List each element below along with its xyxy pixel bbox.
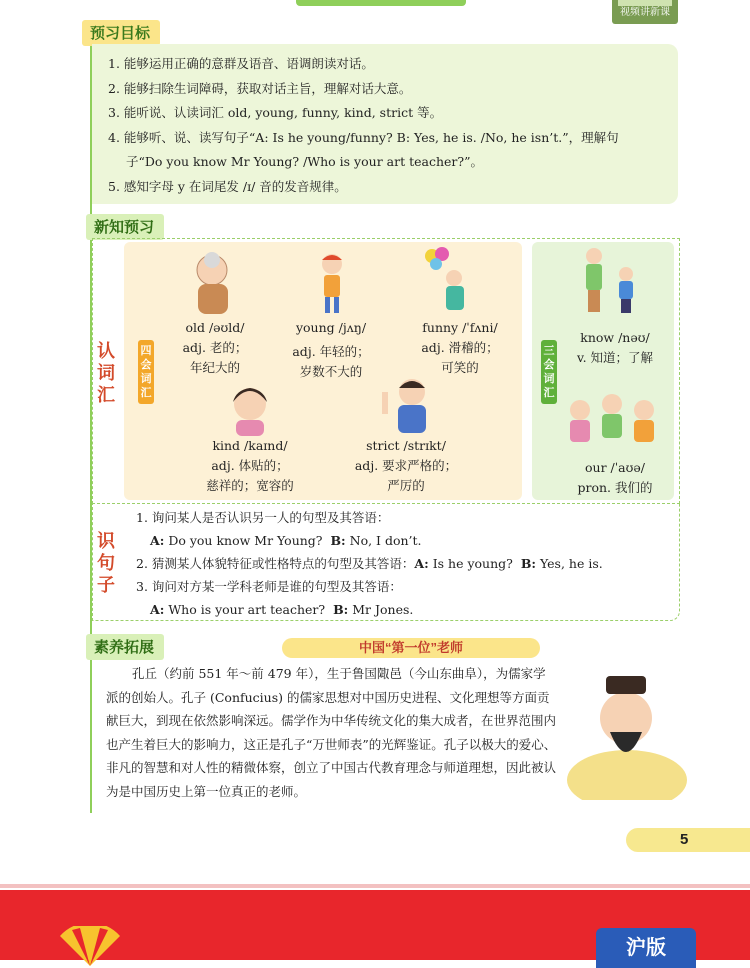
sentence-list — [136, 506, 672, 621]
sentence-question: 1. 询问某人是否认识另一人的句型及其答语： — [136, 510, 390, 525]
tag-char: 汇 — [543, 387, 555, 399]
culture-header: 素养拓展 — [86, 634, 164, 660]
speaker-b: B: — [520, 556, 536, 571]
word-phonetic: our /ˈaʊə/ — [585, 460, 645, 475]
tag-char: 会 — [140, 359, 152, 371]
goals-header: 预习目标 — [82, 20, 160, 46]
goal-item: 1. 能够运用正确的意群及语音、语调朗读对话。 — [108, 56, 374, 71]
confucius-illustration — [562, 660, 692, 800]
dialogue-a: Do you know Mr Young? — [168, 533, 323, 548]
word-phonetic: young /jʌŋ/ — [295, 320, 367, 335]
sentence-question: 3. 询问对方某一学科老师是谁的句型及其答语： — [136, 579, 402, 594]
goal-item: 子“Do you know Mr Young? /Who is your art teacher?”。 — [126, 154, 483, 169]
word-strict — [346, 436, 466, 496]
sentence-label-char: 识 — [97, 531, 115, 551]
old-woman-illustration — [186, 250, 240, 316]
vocab-label-char: 汇 — [97, 385, 115, 405]
speaker-a: A: — [150, 533, 165, 548]
sentence-dialogue — [136, 529, 672, 552]
culture-title: 中国“第一位”老师 — [282, 638, 540, 658]
word-kind — [190, 436, 310, 496]
dialogue-b: No, I don’t. — [349, 533, 422, 548]
series-logo: 沪版 — [596, 928, 696, 968]
sentence-side-label — [95, 530, 117, 596]
word-meaning: 岁数不大的 — [299, 364, 363, 379]
video-lesson-label: 视频讲新课 — [620, 7, 670, 18]
word-phonetic: old /əʊld/ — [185, 320, 245, 335]
word-meaning: 慈祥的；宽容的 — [206, 478, 294, 493]
word-phonetic: funny /ˈfʌni/ — [422, 320, 498, 335]
bottom-stripe — [0, 884, 750, 888]
vocab-label-char: 认 — [97, 341, 115, 361]
word-meaning: 年纪大的 — [189, 360, 240, 375]
word-meaning: pron. 我们的 — [577, 480, 653, 495]
word-meaning: adj. 要求严格的； — [354, 458, 458, 473]
word-phonetic: strict /strɪkt/ — [366, 438, 446, 453]
goal-item: 3. 能听说、认读词汇 old, young, funny, kind, strict 等。 — [108, 105, 443, 120]
tag-char: 四 — [140, 345, 152, 357]
speaker-b: B: — [330, 533, 346, 548]
word-meaning: adj. 老的； — [182, 340, 248, 355]
word-meaning: adj. 滑稽的； — [421, 340, 499, 355]
word-meaning: 可笑的 — [441, 360, 479, 375]
word-phonetic: know /nəʊ/ — [580, 330, 650, 345]
word-our — [560, 458, 670, 498]
word-meaning: 严厉的 — [387, 478, 425, 493]
tag-char: 会 — [543, 359, 555, 371]
young-boy-illustration — [312, 250, 352, 316]
word-meaning: adj. 体贴的； — [211, 458, 289, 473]
word-funny — [400, 318, 520, 378]
goal-item: 5. 感知字母 y 在词尾发 /ɪ/ 音的发音规律。 — [108, 178, 347, 194]
sentence-dialogue — [136, 598, 672, 621]
dialogue-b: Yes, he is. — [539, 556, 603, 571]
dialogue-a: Who is your art teacher? — [168, 602, 326, 617]
word-old — [160, 318, 270, 378]
dialogue-b: Mr Jones. — [352, 602, 414, 617]
tag-char: 三 — [543, 345, 555, 357]
tag-char: 词 — [543, 373, 555, 385]
word-meaning: adj. 年轻的； — [292, 344, 370, 359]
sentence-label-char: 子 — [97, 575, 115, 595]
clown-illustration — [420, 246, 476, 316]
tag-char: 词 — [140, 373, 152, 385]
sentence-question: 2. 猜测某人体貌特征或性格特点的句型及其答语： — [136, 556, 415, 571]
strict-teacher-illustration — [376, 374, 436, 436]
know-illustration — [578, 244, 648, 320]
word-young — [276, 318, 386, 382]
speaker-a: A: — [414, 556, 429, 571]
goal-item: 2. 能够扫除生词障碍，获取对话主旨，理解对话大意。 — [108, 80, 412, 96]
three-skill-tag — [541, 340, 557, 404]
top-tab-decoration — [296, 0, 466, 6]
culture-paragraph: 孔丘（约前 551 年～前 479 年），生于鲁国陬邑（今山东曲阜），为儒家学派的创始人。孔子 (Confucius) 的儒家思想对中国历史进程、文化理想等方面贡献巨大，到现在依然影响深远。儒学作为中华传统文化的集大成者，在世界范围内也产生着巨大的影响力，这正是孔子“万世师表”的光辉鉴证。孔子以极大的爱心、非凡的智慧和对人性的精微体察，创立了中国古代教育理念与师道理想，因此被认为是中国历史上第一位真正的老师。 — [106, 666, 557, 799]
preview-header: 新知预习 — [86, 214, 164, 240]
word-phonetic: kind /kaɪnd/ — [212, 438, 288, 453]
our-children-illustration — [562, 392, 666, 452]
word-meaning: v. 知道；了解 — [576, 350, 654, 365]
video-lesson-badge[interactable] — [612, 0, 678, 24]
tag-char: 汇 — [140, 387, 152, 399]
goal-item: 4. 能够听、说、读写句子“A: Is he young/funny? B: Yes, he is. /No, he isn’t.”，理解句 — [108, 129, 619, 145]
four-skill-tag — [138, 340, 154, 404]
goals-panel — [92, 44, 678, 204]
page-number: 5 — [680, 831, 689, 848]
publisher-fan-icon — [60, 926, 120, 966]
sentence-dialogue — [136, 552, 672, 575]
speaker-b: B: — [333, 602, 349, 617]
vocab-label-char: 词 — [97, 363, 115, 383]
vocab-side-label — [95, 340, 117, 406]
kind-woman-illustration — [224, 380, 276, 436]
dialogue-a: Is he young? — [432, 556, 513, 571]
speaker-a: A: — [150, 602, 165, 617]
word-know — [560, 328, 670, 368]
sentence-label-char: 句 — [97, 553, 115, 573]
